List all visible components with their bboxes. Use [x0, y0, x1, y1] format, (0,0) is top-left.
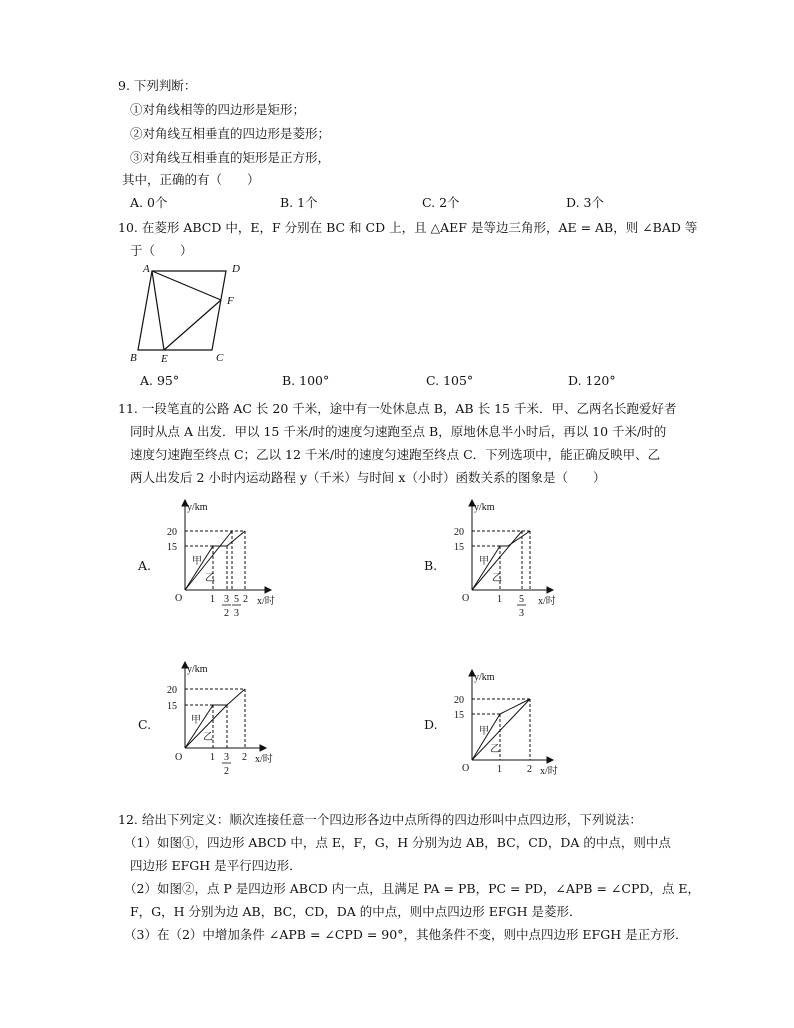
graph-d — [452, 668, 572, 778]
graph-d-x-label: x/时 — [540, 766, 558, 777]
graph-b-jia: 甲 — [479, 556, 489, 567]
graph-a — [165, 498, 295, 623]
graph-d-origin: O — [462, 763, 470, 774]
label-f: F — [227, 295, 234, 307]
q10-line-1: 10. 在菱形 ABCD 中，E，F 分别在 BC 和 CD 上，且 △AEF 是等边三角形，AE = AB，则 ∠BAD 等 — [118, 220, 698, 235]
graph-b-tick-1: 1 — [497, 594, 502, 605]
q12-p2-b: F，G，H 分别为边 AB，BC，CD，DA 的中点，则中点四边形 EFGH 是菱形． — [130, 904, 582, 919]
q9-item-1: ①对角线相等的四边形是矩形； — [130, 102, 306, 117]
graph-a-x-label: x/时 — [257, 596, 275, 607]
graph-c-tick-2: 2 — [224, 766, 229, 777]
graph-b-origin: O — [462, 593, 470, 604]
graph-a-tick-5: 5 — [234, 594, 239, 605]
q10-option-b: B. 100° — [282, 373, 330, 388]
graph-a-origin: O — [175, 593, 183, 604]
label-e: E — [161, 353, 168, 365]
graph-c-jia: 甲 — [191, 715, 201, 726]
q10-line-2: 于（ ） — [130, 243, 193, 258]
segment-af — [152, 271, 221, 300]
graph-d-jia: 甲 — [479, 726, 489, 737]
graph-c-y15: 15 — [167, 701, 177, 712]
q12-p3: （3）在（2）中增加条件 ∠APB = ∠CPD = 90°，其他条件不变，则中点四边形 EFGH 是正方形． — [124, 927, 688, 942]
graph-d-yi: 乙 — [490, 744, 500, 755]
graph-c-tick-2b: 2 — [242, 752, 247, 763]
q10-option-c: C. 105° — [426, 373, 474, 388]
graph-b-x-label: x/时 — [538, 596, 556, 607]
graph-d-tick-1: 1 — [497, 764, 502, 775]
graph-b-letter: B. — [424, 558, 438, 573]
graph-d-y-label: y/km — [474, 672, 495, 683]
q9-option-a: A. 0个 — [130, 195, 168, 210]
q12-p2-a: （2）如图②，点 P 是四边形 ABCD 内一点，且满足 PA = PB，PC = PD，∠APB = ∠CPD，点 E， — [124, 881, 700, 896]
graph-a-tick-3b: 3 — [234, 608, 239, 619]
q9-question: 其中，正确的有（ ） — [122, 172, 260, 187]
graph-d-y20: 20 — [454, 695, 464, 706]
graph-c-letter: C. — [138, 717, 152, 732]
graph-c-tick-3: 3 — [224, 752, 229, 763]
q9-stem: 9. 下列判断： — [118, 78, 197, 93]
graph-a-y15: 15 — [167, 542, 177, 553]
graph-d-letter: D. — [424, 717, 438, 732]
label-d: D — [232, 263, 240, 275]
segment-ae — [152, 271, 164, 350]
q9-option-d: D. 3个 — [566, 195, 604, 210]
q11-line-1: 11. 一段笔直的公路 AC 长 20 千米，途中有一处休息点 B，AB 长 15 千米．甲、乙两名长跑爱好者 — [118, 401, 677, 416]
q10-option-a: A. 95° — [140, 373, 180, 388]
q12-line-1: 12. 给出下列定义：顺次连接任意一个四边形各边中点所得的四边形叫中点四边形，下列说法： — [118, 812, 642, 827]
graph-c — [165, 660, 285, 785]
q9-option-c: C. 2个 — [422, 195, 460, 210]
graph-a-y-label: y/km — [187, 502, 208, 513]
q12-p1-a: （1）如图①，四边形 ABCD 中，点 E，F，G，H 分别为边 AB，BC，CD，DA 的中点，则中点 — [124, 835, 671, 850]
graph-a-tick-2: 2 — [224, 608, 229, 619]
graph-d-y15: 15 — [454, 710, 464, 721]
graph-c-origin: O — [175, 752, 183, 763]
graph-a-y20: 20 — [167, 527, 177, 538]
q11-line-4: 两人出发后 2 小时内运动路程 y（千米）与时间 x（小时）函数关系的图象是（ ） — [130, 470, 606, 485]
graph-c-yi: 乙 — [203, 732, 213, 743]
graph-b-y20: 20 — [454, 527, 464, 538]
graph-b-tick-5: 5 — [519, 594, 524, 605]
graph-b-yi: 乙 — [492, 573, 502, 584]
rhombus-abcd — [138, 271, 226, 350]
graph-a-tick-1: 1 — [210, 594, 215, 605]
segment-ef — [164, 300, 221, 350]
graph-a-jia: 甲 — [192, 556, 202, 567]
graph-a-tick-2b: 2 — [243, 594, 248, 605]
graph-b — [452, 498, 572, 623]
graph-b-y15: 15 — [454, 542, 464, 553]
graph-d-tick-2: 2 — [527, 764, 532, 775]
label-a: A — [143, 263, 150, 275]
q12-p1-b: 四边形 EFGH 是平行四边形． — [130, 858, 302, 873]
graph-b-y-label: y/km — [474, 502, 495, 513]
q10-rhombus-figure — [126, 258, 256, 368]
graph-c-y20: 20 — [167, 685, 177, 696]
q11-line-3: 速度匀速跑至终点 C；乙以 12 千米/时的速度匀速跑至终点 C．下列选项中，能正确反映甲、乙 — [130, 447, 661, 462]
graph-a-tick-3: 3 — [224, 594, 229, 605]
q9-option-b: B. 1个 — [280, 195, 318, 210]
label-c: C — [216, 352, 224, 364]
graph-b-tick-3: 3 — [519, 608, 524, 619]
graph-c-x-label: x/时 — [255, 754, 273, 765]
label-b: B — [130, 352, 137, 364]
graph-a-letter: A. — [138, 558, 152, 573]
q9-item-2: ②对角线互相垂直的四边形是菱形； — [130, 126, 331, 141]
graph-c-y-label: y/km — [187, 664, 208, 675]
q9-item-3: ③对角线互相垂直的矩形是正方形， — [130, 150, 331, 165]
q10-option-d: D. 120° — [568, 373, 616, 388]
graph-a-yi: 乙 — [205, 573, 215, 584]
q11-line-2: 同时从点 A 出发．甲以 15 千米/时的速度匀速跑至点 B，原地休息半小时后，再以 10 千米/时的 — [130, 424, 667, 439]
graph-c-tick-1: 1 — [210, 752, 215, 763]
